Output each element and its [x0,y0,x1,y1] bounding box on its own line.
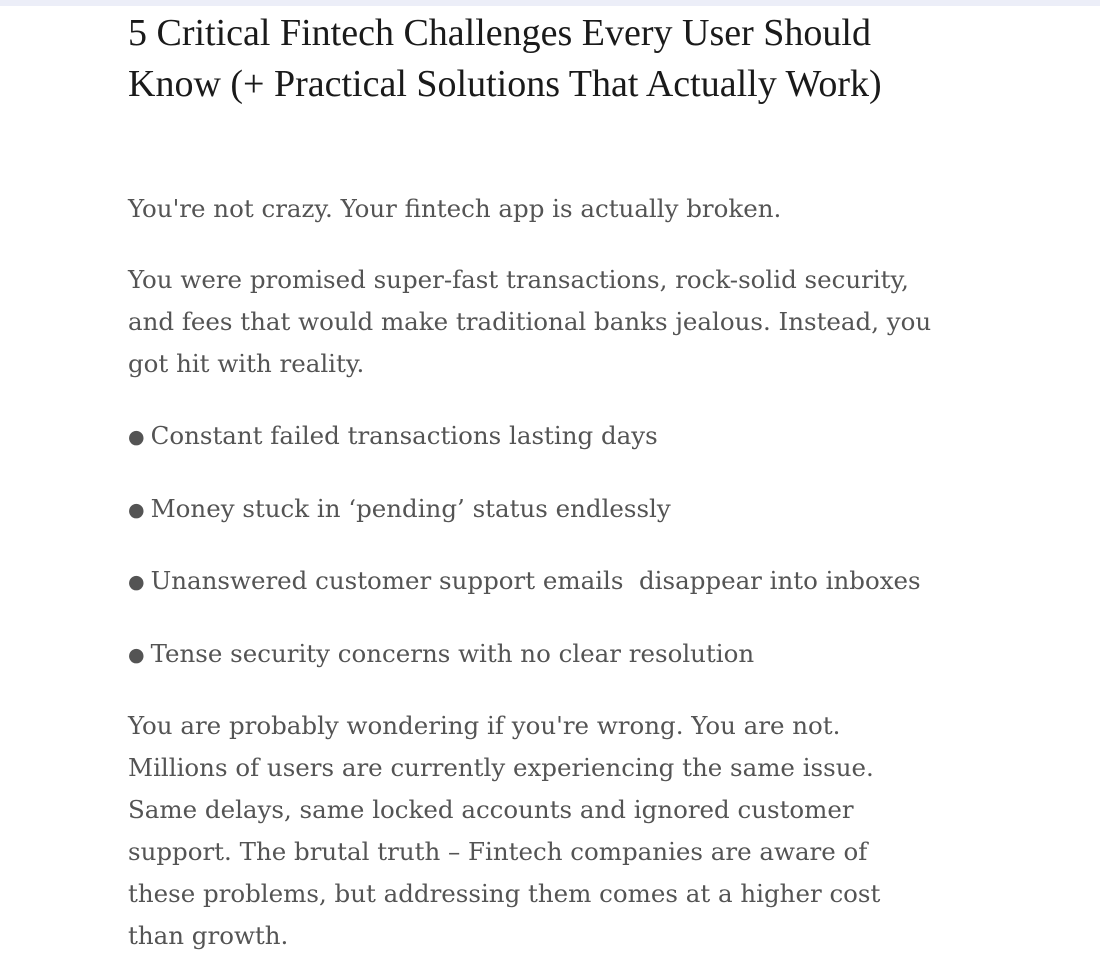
bullet-item [128,560,921,604]
intro-paragraph: You're not crazy. Your fintech app is actually broken. [128,194,782,223]
conclusion-paragraph: You are probably wondering if you're wrong. You are not. Millions of users are currently experiencing the same issue. Same delays, same locked accounts and ignored customer support. The brutal truth – Fintech companies are aware of these problems, but addressing them comes at a higher cost than growth. [128,711,881,950]
bullet-dot-icon: ● [128,499,145,521]
bullet-text: Constant failed transactions lasting days [150,421,658,450]
bullet-text: Tense security concerns with no clear resolution [150,639,755,668]
bullet-text: Money stuck in ‘pending’ status endlessly [150,494,671,523]
bullet-item [128,415,658,459]
bullet-dot-icon: ● [128,571,145,593]
bullet-text: Unanswered customer support emails disappear into inboxes [150,566,921,595]
promise-paragraph: You were promised super-fast transactions, rock-solid security, and fees that would make traditional banks jealous. Instead, you got hit with reality. [128,265,932,378]
bullet-dot-icon: ● [128,644,145,666]
top-strip [0,0,1100,6]
bullet-dot-icon: ● [128,426,145,448]
article-title: 5 Critical Fintech Challenges Every User Should Know (+ Practical Solutions That Actually Work) [128,12,882,105]
bullet-item [128,488,671,532]
bullet-item [128,633,754,677]
